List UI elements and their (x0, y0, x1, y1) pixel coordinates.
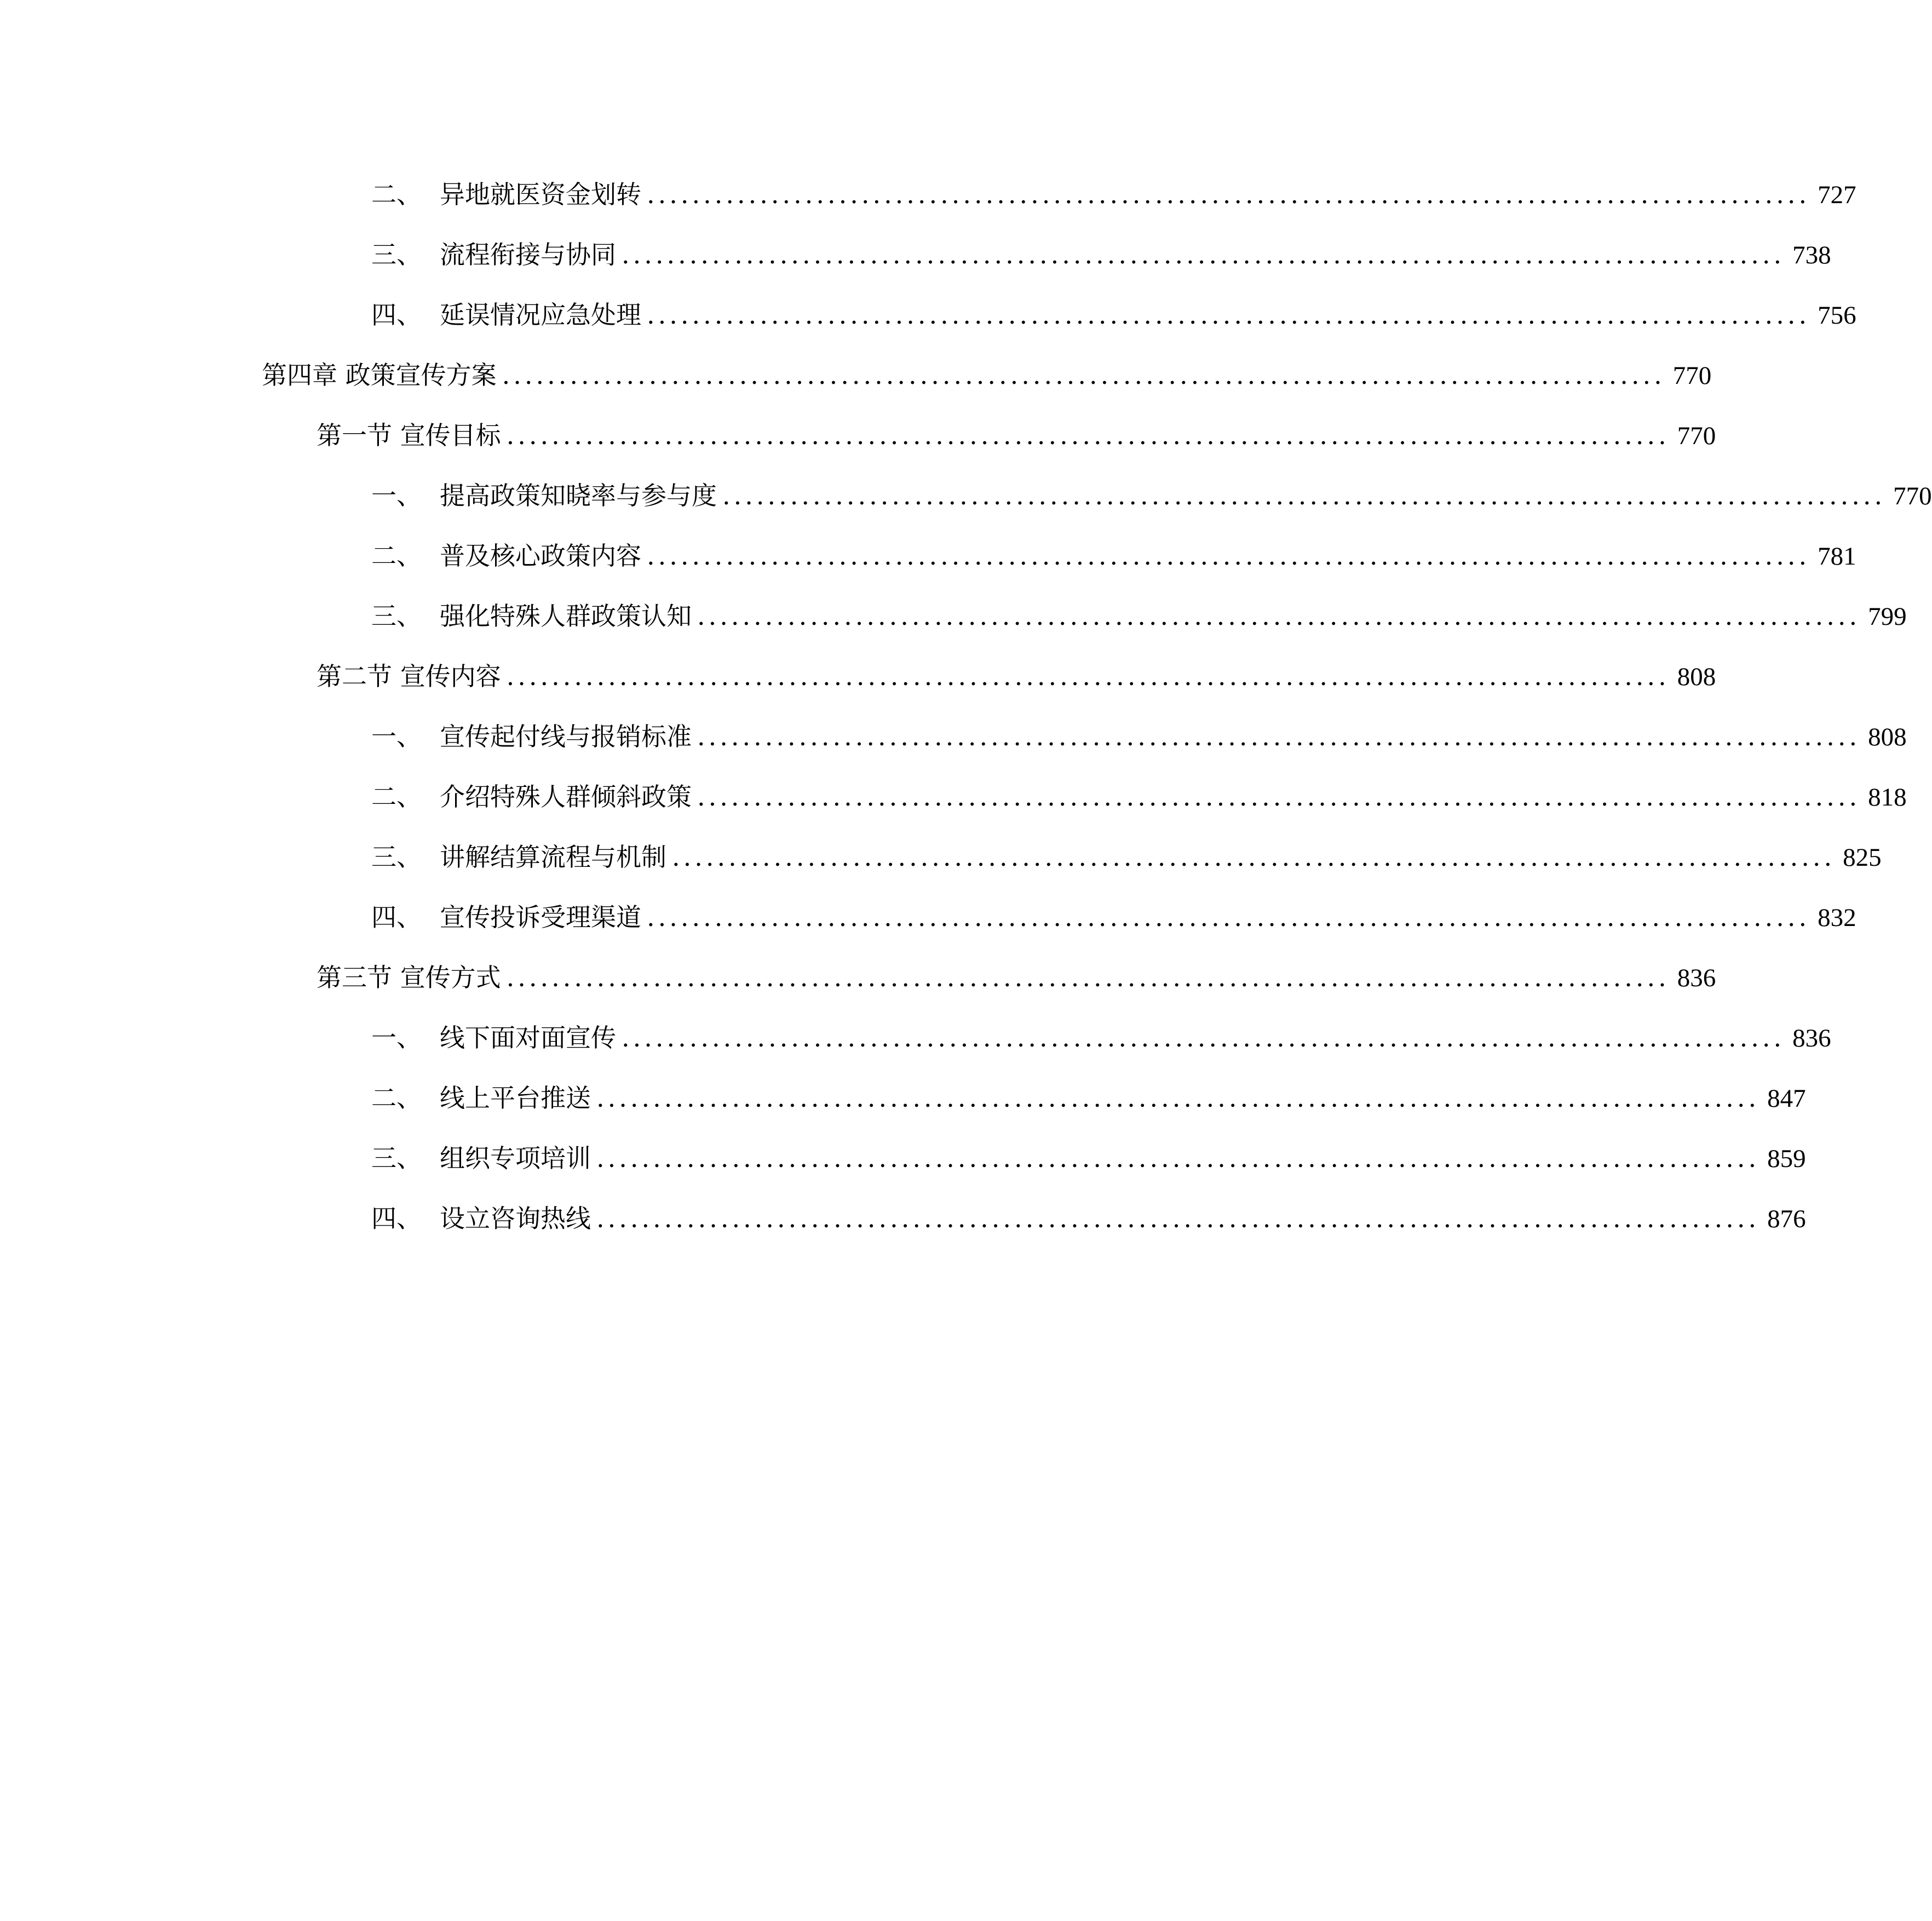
toc-entry (262, 225, 1831, 285)
toc-entry-page-number: 836 (1677, 964, 1716, 992)
toc-leader-dots: ....................................................................................................... (647, 541, 1810, 571)
toc-entry-title: 第四章 政策宣传方案 (262, 360, 497, 390)
toc-entry-label (371, 164, 641, 225)
toc-leader-dots: ....................................................................................................... (722, 481, 1886, 510)
toc-entry-title: 线上平台推送 (440, 1083, 591, 1113)
toc-entry-label (371, 1128, 591, 1188)
toc-entry (262, 887, 1856, 947)
toc-entry (262, 164, 1856, 225)
toc-entry-label (371, 586, 692, 646)
toc-leader-dots: ....................................................................................................... (672, 842, 1836, 872)
toc-entry-page-number: 799 (1868, 602, 1907, 631)
toc-entry (262, 1188, 1806, 1249)
toc-entry-page-number: 756 (1818, 301, 1856, 330)
toc-entry-page-number: 781 (1818, 542, 1856, 571)
toc-entry-marker: 二、 (371, 180, 422, 209)
toc-entry-marker: 三、 (371, 601, 422, 631)
toc-entry-label (371, 285, 641, 345)
toc-entry-label (371, 1008, 616, 1068)
toc-entry-page-number: 808 (1677, 663, 1716, 691)
toc-entry-marker: 一、 (371, 722, 422, 751)
toc-entry-title: 线下面对面宣传 (440, 1023, 616, 1052)
toc-section-entry (262, 646, 1716, 706)
toc-entry-page-number: 825 (1843, 843, 1882, 872)
toc-entry-label (371, 225, 616, 285)
toc-leader-dots: ....................................................................................................... (596, 1204, 1760, 1233)
toc-entry-page-number: 859 (1767, 1144, 1806, 1173)
toc-entry (262, 1128, 1806, 1188)
toc-leader-dots: ....................................................................................................... (622, 1023, 1785, 1052)
toc-leader-dots: ....................................................................................................... (502, 360, 1665, 390)
toc-entry-page-number: 770 (1672, 361, 1712, 390)
toc-entry-page-number: 847 (1767, 1084, 1806, 1113)
toc-leader-dots: ....................................................................................................... (697, 722, 1861, 751)
toc-chapter-entry (262, 345, 1712, 405)
toc-entry-title: 设立咨询热线 (440, 1204, 591, 1233)
toc-entry-title: 强化特殊人群政策认知 (440, 601, 692, 631)
toc-leader-dots: ....................................................................................................... (506, 421, 1670, 450)
toc-entry-marker: 三、 (371, 842, 422, 872)
toc-entry-title: 讲解结算流程与机制 (440, 842, 666, 872)
toc-entry-marker: 三、 (371, 1143, 422, 1173)
toc-entry-label (371, 887, 641, 947)
toc-leader-dots: ....................................................................................................... (647, 180, 1810, 209)
toc-entry-marker: 三、 (371, 240, 422, 269)
toc-entry-marker: 一、 (371, 481, 422, 510)
toc-entry-title: 普及核心政策内容 (440, 541, 641, 571)
toc-leader-dots: ....................................................................................................... (647, 902, 1810, 932)
toc-leader-dots: ....................................................................................................... (697, 782, 1861, 812)
toc-entry-title: 流程衔接与协同 (440, 240, 616, 269)
toc-entry-label (371, 1188, 591, 1249)
toc-entry (262, 465, 1932, 526)
toc-entry-title: 延误情况应急处理 (440, 300, 641, 330)
toc-entry-marker: 一、 (371, 1023, 422, 1052)
toc-entry-title: 第三节 宣传方式 (317, 963, 501, 992)
toc-entry-title: 提高政策知晓率与参与度 (440, 481, 717, 510)
table-of-contents (262, 164, 1932, 1249)
toc-entry-page-number: 836 (1792, 1024, 1831, 1052)
toc-leader-dots: ....................................................................................................... (506, 963, 1670, 992)
toc-entry (262, 827, 1882, 887)
toc-entry (262, 767, 1907, 827)
toc-entry (262, 526, 1856, 586)
toc-leader-dots: ....................................................................................................... (506, 662, 1670, 691)
toc-section-entry (262, 947, 1716, 1008)
toc-entry (262, 1068, 1806, 1128)
toc-entry-title: 第一节 宣传目标 (317, 421, 501, 450)
toc-entry-title: 宣传投诉受理渠道 (440, 902, 641, 932)
toc-entry-page-number: 832 (1818, 904, 1856, 932)
toc-entry (262, 285, 1856, 345)
toc-entry-marker: 二、 (371, 541, 422, 571)
toc-entry-page-number: 727 (1818, 181, 1856, 209)
toc-entry-label (371, 526, 641, 586)
toc-leader-dots: ....................................................................................................... (697, 601, 1861, 631)
toc-entry-page-number: 770 (1893, 482, 1932, 510)
toc-section-entry (262, 405, 1716, 465)
toc-entry-marker: 二、 (371, 782, 422, 812)
toc-leader-dots: ....................................................................................................... (596, 1143, 1760, 1173)
toc-entry-page-number: 818 (1868, 783, 1907, 812)
toc-entry-title: 介绍特殊人群倾斜政策 (440, 782, 692, 812)
toc-entry-title: 异地就医资金划转 (440, 180, 641, 209)
toc-entry-page-number: 808 (1868, 723, 1907, 751)
toc-entry-marker: 四、 (371, 902, 422, 932)
toc-entry-label (371, 465, 717, 526)
toc-entry-label (371, 767, 692, 827)
toc-entry-page-number: 738 (1792, 241, 1831, 269)
toc-entry-label (371, 827, 666, 887)
toc-entry-label (371, 1068, 591, 1128)
toc-leader-dots: ....................................................................................................... (596, 1083, 1760, 1113)
toc-leader-dots: ....................................................................................................... (622, 240, 1785, 269)
toc-entry (262, 1008, 1831, 1068)
toc-entry-title: 宣传起付线与报销标准 (440, 722, 692, 751)
toc-entry-marker: 二、 (371, 1083, 422, 1113)
toc-entry-marker: 四、 (371, 1204, 422, 1233)
toc-entry (262, 706, 1907, 767)
toc-entry (262, 586, 1907, 646)
toc-entry-page-number: 876 (1767, 1205, 1806, 1233)
toc-entry-title: 组织专项培训 (440, 1143, 591, 1173)
toc-entry-marker: 四、 (371, 300, 422, 330)
toc-leader-dots: ....................................................................................................... (647, 300, 1810, 330)
toc-entry-title: 第二节 宣传内容 (317, 662, 501, 691)
toc-entry-label (371, 706, 692, 767)
toc-entry-page-number: 770 (1677, 422, 1716, 450)
